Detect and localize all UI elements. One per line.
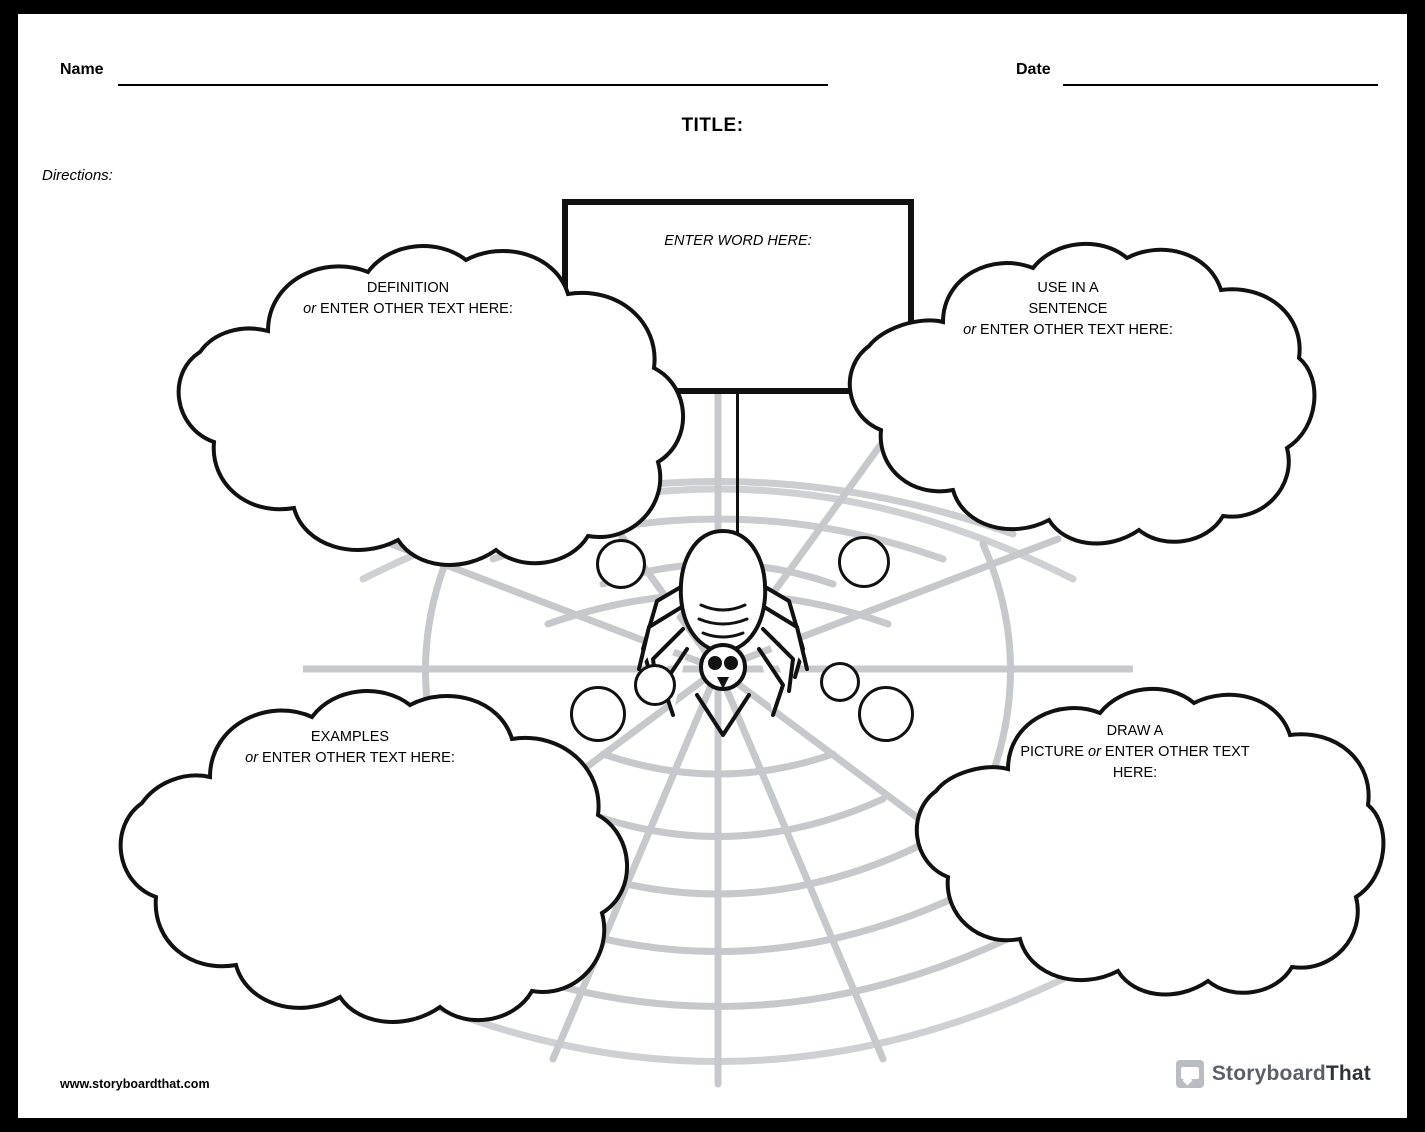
- cloud-draw-a-picture[interactable]: [880, 679, 1390, 1009]
- footer-url[interactable]: www.storyboardthat.com: [60, 1077, 210, 1091]
- directions-label: Directions:: [42, 167, 113, 184]
- cloud-definition[interactable]: [118, 236, 698, 576]
- cloud-use-in-a-sentence-text: [813, 278, 1323, 341]
- cloud-definition-line2: ENTER OTHER TEXT HERE:: [320, 301, 513, 317]
- cloud-draw-line2-or: or: [1088, 744, 1105, 760]
- cloud-definition-text: [118, 278, 698, 320]
- web-node-mid-right: [820, 662, 860, 702]
- cloud-sentence-line3: ENTER OTHER TEXT HERE:: [980, 322, 1173, 338]
- cloud-sentence-line3-or: or: [963, 322, 981, 338]
- cloud-draw-line2-picture: PICTURE: [1020, 744, 1088, 760]
- date-label: Date: [1016, 61, 1051, 78]
- cloud-definition-line1: DEFINITION: [366, 280, 450, 296]
- cloud-draw-line2: ENTER OTHER TEXT: [1104, 744, 1250, 760]
- page-title: TITLE:: [681, 115, 744, 136]
- cloud-definition-line2-or: or: [303, 301, 321, 317]
- cloud-examples-text: [60, 727, 640, 769]
- brand-name: [1212, 1062, 1371, 1086]
- name-label: Name: [60, 61, 104, 78]
- brand-prefix: Storyboard: [1211, 1062, 1326, 1085]
- cloud-draw-a-picture-text: [880, 721, 1390, 784]
- cloud-examples-line2-or: or: [245, 750, 263, 766]
- cloud-sentence-line1: USE IN A: [1037, 280, 1099, 296]
- cloud-draw-line1: DRAW A: [1106, 723, 1164, 739]
- cloud-examples-line1: EXAMPLES: [310, 729, 390, 745]
- cloud-draw-line3: HERE:: [1112, 765, 1158, 781]
- worksheet-page: [18, 14, 1407, 1118]
- web-node-mid-left: [634, 664, 676, 706]
- word-box-label: ENTER WORD HERE:: [664, 233, 812, 249]
- brand-suffix: That: [1325, 1062, 1371, 1085]
- storyboardthat-icon: [1176, 1060, 1204, 1088]
- brand-logo: [1176, 1060, 1371, 1088]
- cloud-examples[interactable]: [60, 679, 640, 1034]
- cloud-examples-line2: ENTER OTHER TEXT HERE:: [262, 750, 455, 766]
- date-input-line[interactable]: [1063, 84, 1378, 86]
- cloud-use-in-a-sentence[interactable]: [813, 236, 1323, 556]
- cloud-sentence-line2: SENTENCE: [1028, 301, 1108, 317]
- name-input-line[interactable]: [118, 84, 828, 86]
